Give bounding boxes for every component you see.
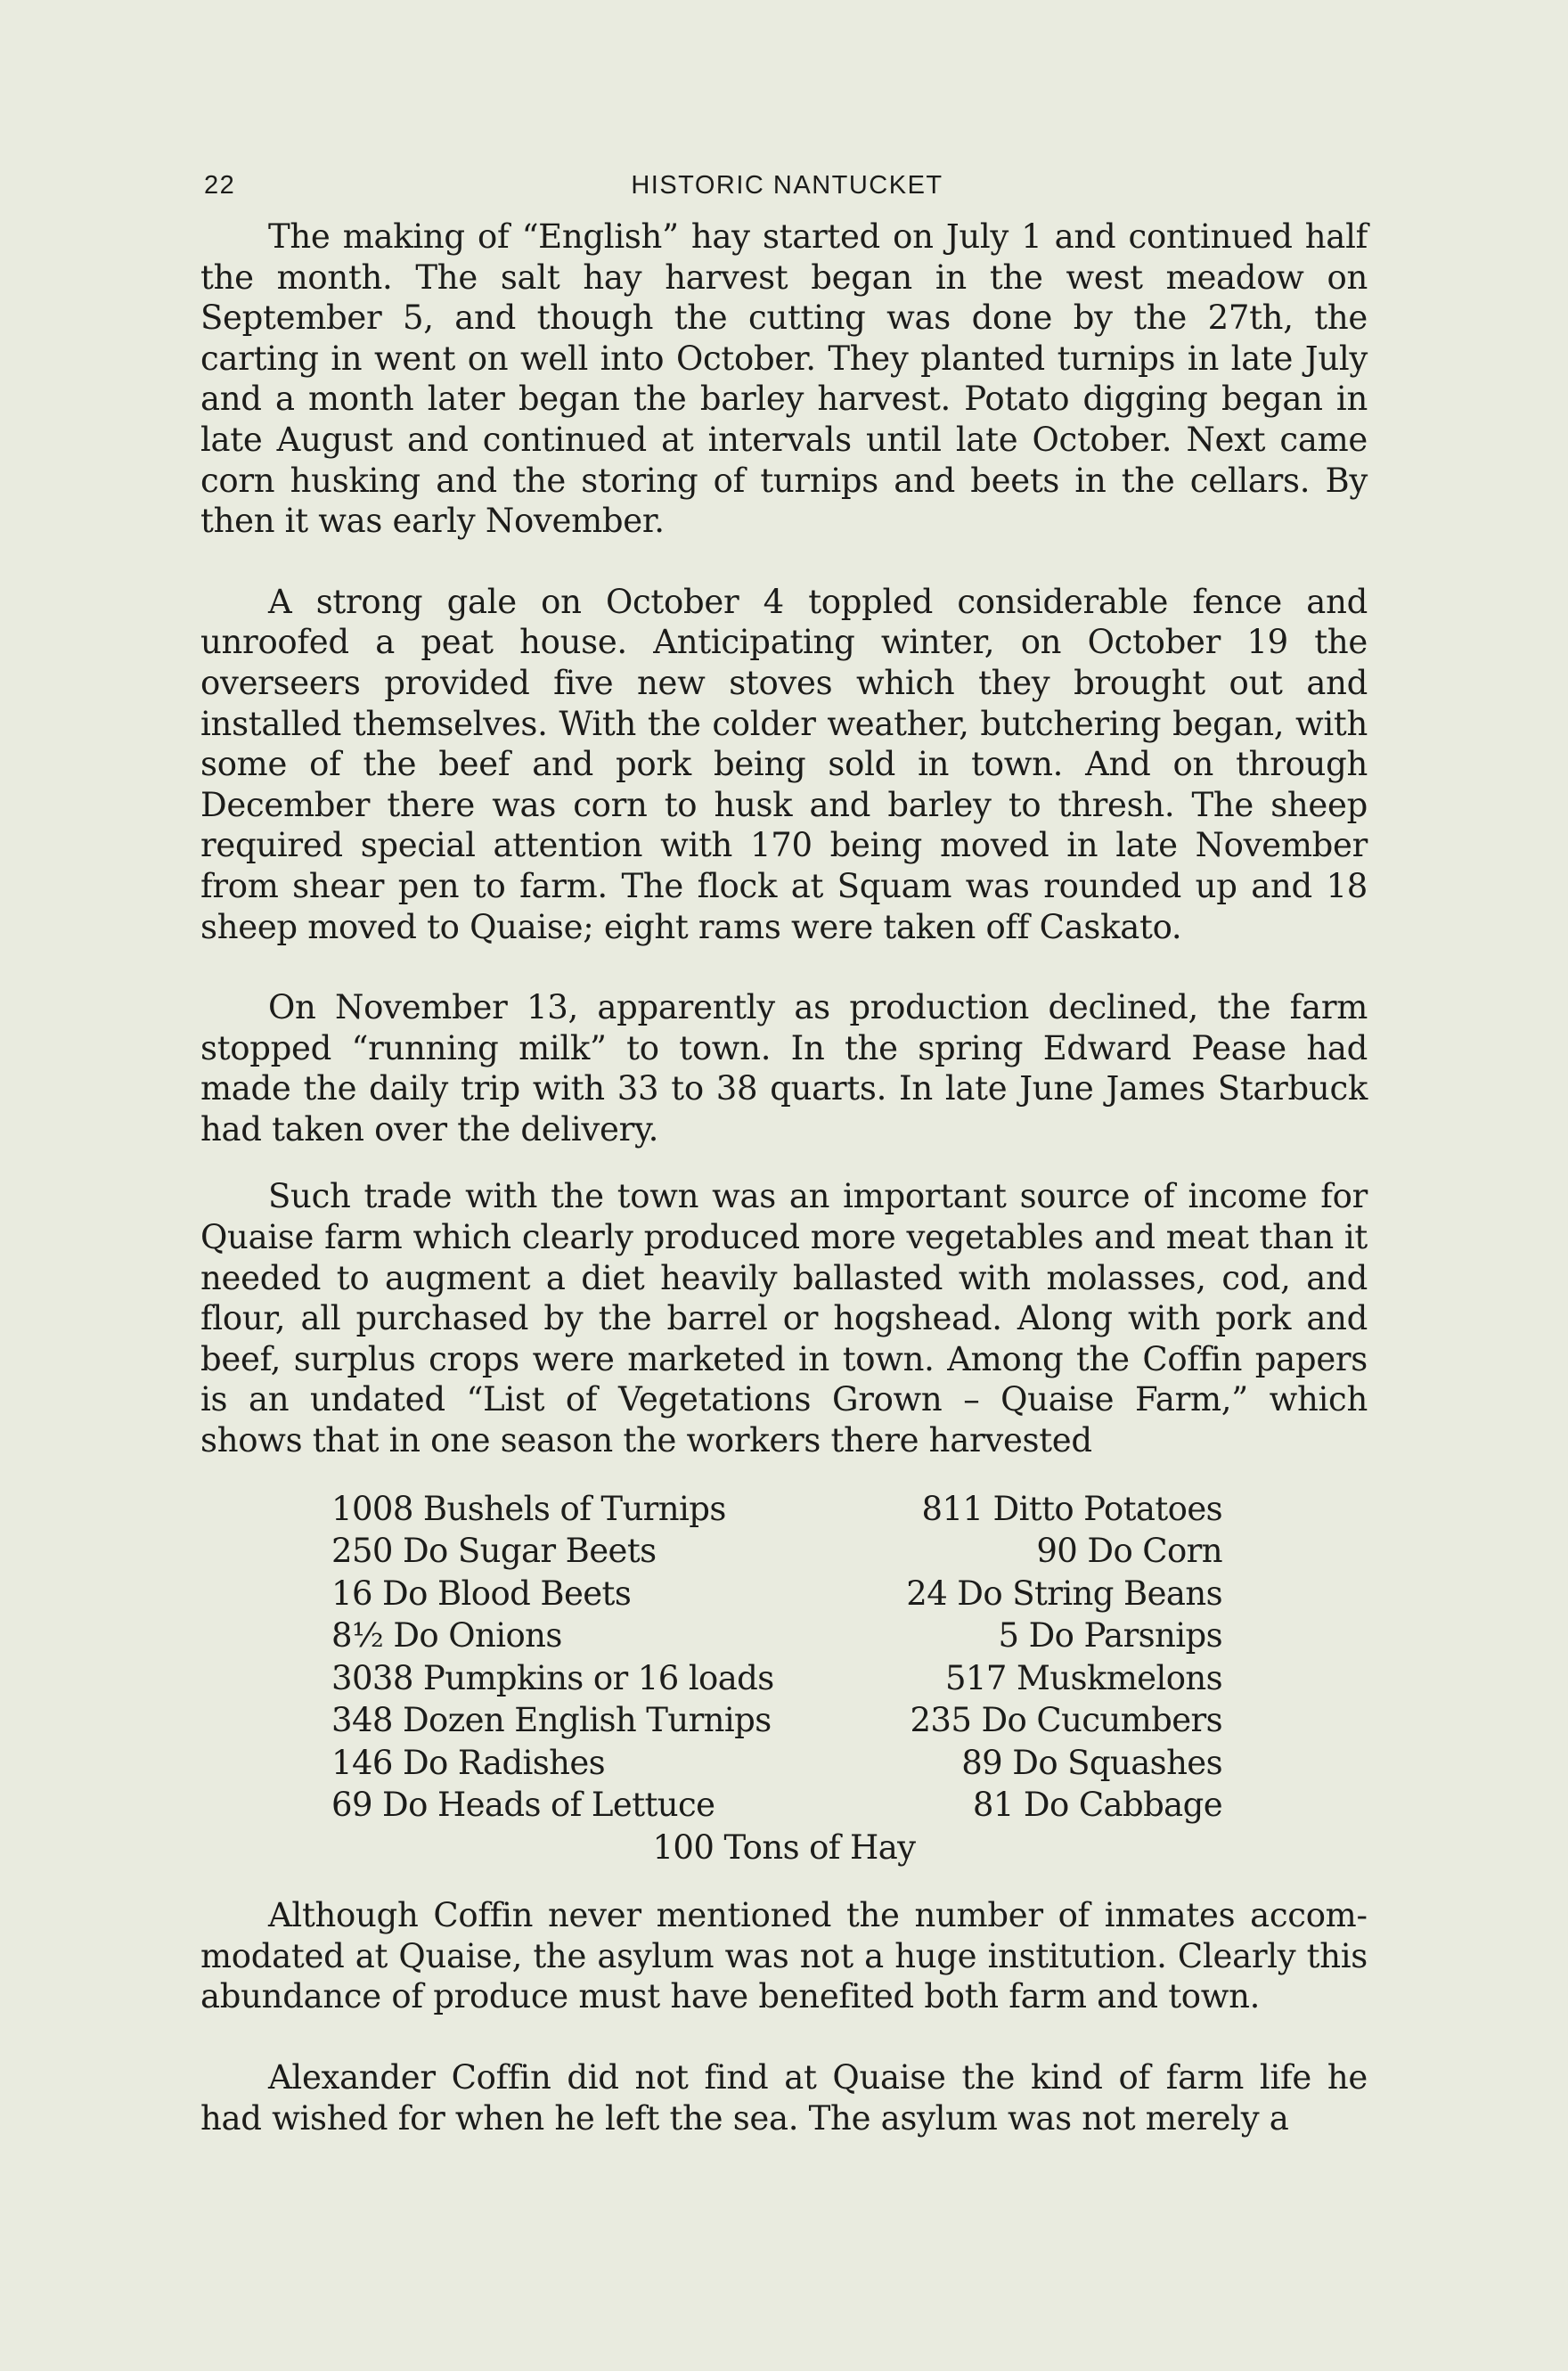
- list-item: [331, 1699, 1222, 1742]
- list-item-right: 517 Muskmelons: [944, 1658, 1222, 1697]
- paragraph: Such trade with the town was an important source of income for Quaise farm which clearly produced more vegetables and meat than it needed to augment a diet heavily ballasted with molasses, cod, and flour, all purchased by the barrel or hogshead. Along with pork and beef, surplus crops were marketed in town. Among the Coffin papers is an undated “List of Vegetations Grown – Quaise Farm,” which shows that in one season the workers there harvested: [200, 1177, 1368, 1460]
- list-item: [331, 1488, 1222, 1531]
- page-header: [200, 171, 1374, 207]
- list-item-right: 90 Do Corn: [1036, 1532, 1222, 1571]
- paragraph: On November 13, apparently as production declined, the farm stopped “running milk” to town. In the spring Edward Pease had made the daily trip with 33 to 38 quarts. In late June James Starbuck had taken over the delivery.: [200, 988, 1368, 1149]
- list-item: [331, 1530, 1222, 1573]
- list-item: [331, 1573, 1222, 1615]
- list-item-left: 1008 Bushels of Turnips: [331, 1489, 726, 1528]
- list-item-left: 8½ Do Onions: [331, 1616, 562, 1656]
- list-item-right: 5 Do Parsnips: [998, 1616, 1222, 1656]
- list-item-right: 811 Ditto Potatoes: [921, 1489, 1222, 1528]
- paragraph: A strong gale on October 4 toppled considerable fence and unroofed a peat house. Anticipating winter, on October 19 the overseers provided five new stoves which they brought out and installed themselves. With the colder weather, butchering began, with some of the beef and pork being sold in town. And on through December there was corn to husk and barley to thresh. The sheep required special attention with 170 being moved in late November from shear pen to farm. The flock at Squam was rounded up and 18 sheep moved to Quaise; eight rams were taken off Caskato.: [200, 582, 1368, 946]
- list-item-left: 69 Do Heads of Lettuce: [331, 1786, 715, 1825]
- list-item-left: 3038 Pumpkins or 16 loads: [331, 1658, 774, 1697]
- running-head: HISTORIC NANTUCKET: [631, 171, 943, 200]
- list-item-right: 81 Do Cabbage: [972, 1786, 1222, 1825]
- list-final-item: 100 Tons of Hay: [652, 1827, 916, 1867]
- body-text: [200, 217, 1368, 2179]
- list-item-left: 146 Do Radishes: [331, 1743, 606, 1782]
- harvest-list: [331, 1488, 1222, 1869]
- list-item: [331, 1742, 1222, 1785]
- page-number: 22: [204, 171, 236, 200]
- list-item: [331, 1615, 1222, 1657]
- list-item-right: 24 Do String Beans: [906, 1574, 1222, 1613]
- paragraph: The making of “English” hay started on July 1 and continued half the month. The salt hay harvest began in the west meadow on September 5, and though the cutting was done by the 27th, the carting in went on well into October. They planted turnips in late July and a month later began the barley harvest. Potato digging began in late August and continued at intervals until late October. Next came corn husking and the storing of turnips and beets in the cellars. By then it was early November.: [200, 217, 1368, 541]
- list-item: [331, 1657, 1222, 1700]
- list-item-right: 89 Do Squashes: [961, 1743, 1222, 1782]
- paragraph: Alexander Coffin did not find at Quaise the kind of farm life he had wished for when he left the sea. The asylum was not merely a: [200, 2057, 1368, 2138]
- list-item-left: 348 Dozen English Turnips: [331, 1701, 772, 1740]
- list-item-left: 16 Do Blood Beets: [331, 1574, 632, 1613]
- paragraph: Although Coffin never mentioned the number of inmates accommodated at Quaise, the asylum was not a huge institution. Clearly this abundance of produce must have benefited both farm and town.: [200, 1896, 1368, 2016]
- list-item-right: 235 Do Cucumbers: [910, 1701, 1222, 1740]
- list-item-left: 250 Do Sugar Beets: [331, 1532, 657, 1571]
- list-item: [331, 1784, 1222, 1827]
